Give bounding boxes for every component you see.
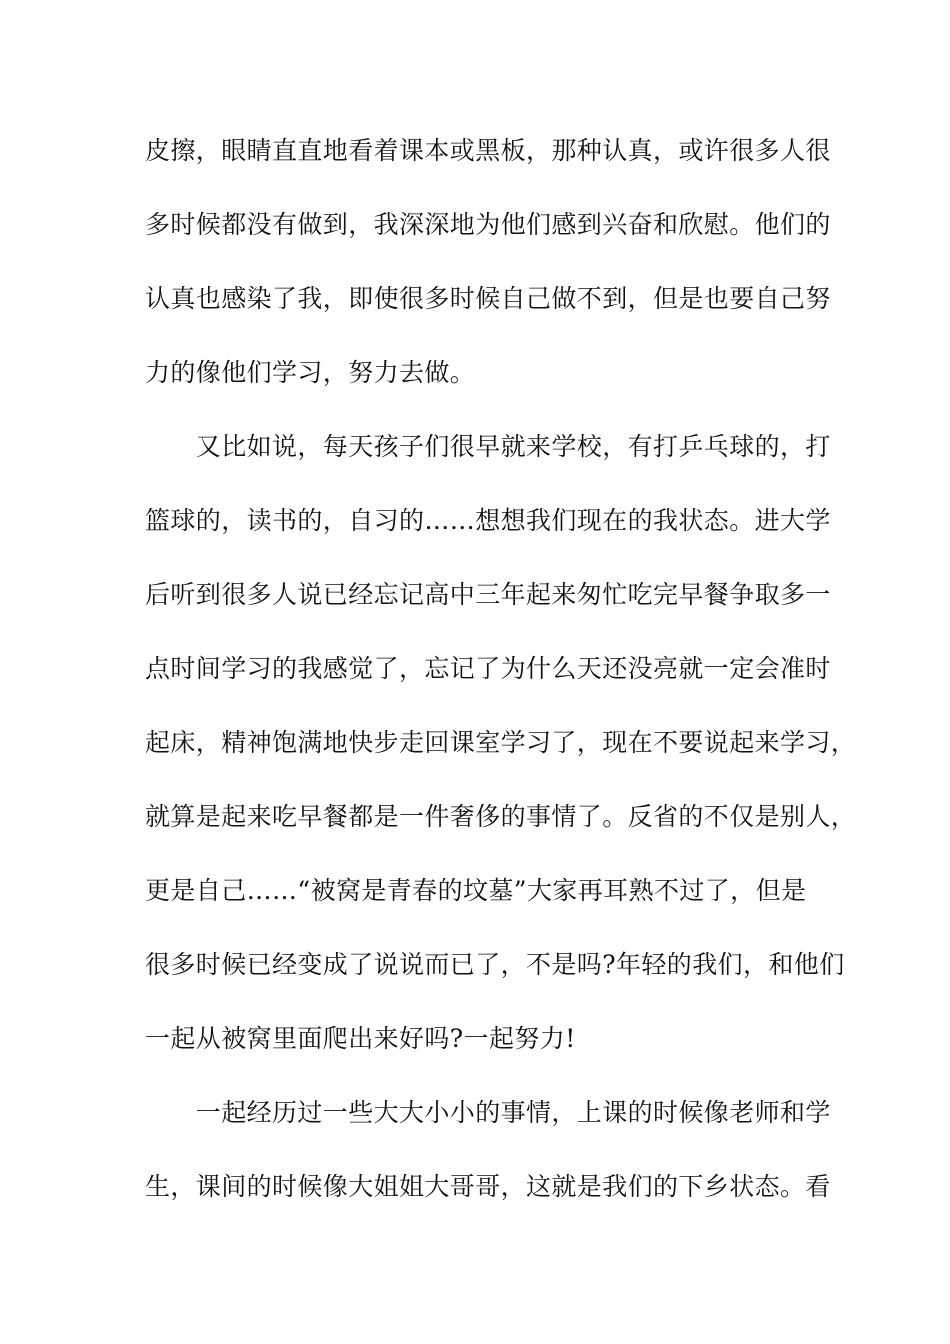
text-line: 一起从被窝里面爬出来好吗?一起努力! [145,1024,576,1053]
text-line: 起床，精神饱满地快步走回课室学习了，现在不要说起来学习， [145,728,857,757]
text-line: 后听到很多人说已经忘记高中三年起来匆忙吃完早餐争取多一 [145,580,831,609]
text-line: 就算是起来吃早餐都是一件奢侈的事情了。反省的不仅是别人， [145,802,857,831]
text-line: 力的像他们学习，努力去做。 [145,358,476,387]
document-body [145,124,857,1234]
text-line: 又比如说，每天孩子们很早就来学校，有打乒乓球的，打 [145,432,831,461]
text-line: 篮球的，读书的，自习的……想想我们现在的我状态。进大学 [145,506,831,535]
text-line: 更是自己……“被窝是青春的坟墓”大家再耳熟不过了，但是 [145,876,807,905]
text-line: 点时间学习的我感觉了，忘记了为什么天还没亮就一定会准时 [145,654,831,683]
text-line: 皮擦，眼睛直直地看着课本或黑板，那种认真，或许很多人很 [145,136,831,165]
text-line: 很多时候已经变成了说说而已了，不是吗?年轻的我们，和他们 [145,950,845,979]
text-line: 生，课间的时候像大姐姐大哥哥，这就是我们的下乡状态。看 [145,1172,831,1201]
text-line: 一起经历过一些大大小小的事情，上课的时候像老师和学 [145,1098,831,1127]
text-line: 多时候都没有做到，我深深地为他们感到兴奋和欣慰。他们的 [145,210,831,239]
text-line: 认真也感染了我，即使很多时候自己做不到，但是也要自己努 [145,284,831,313]
